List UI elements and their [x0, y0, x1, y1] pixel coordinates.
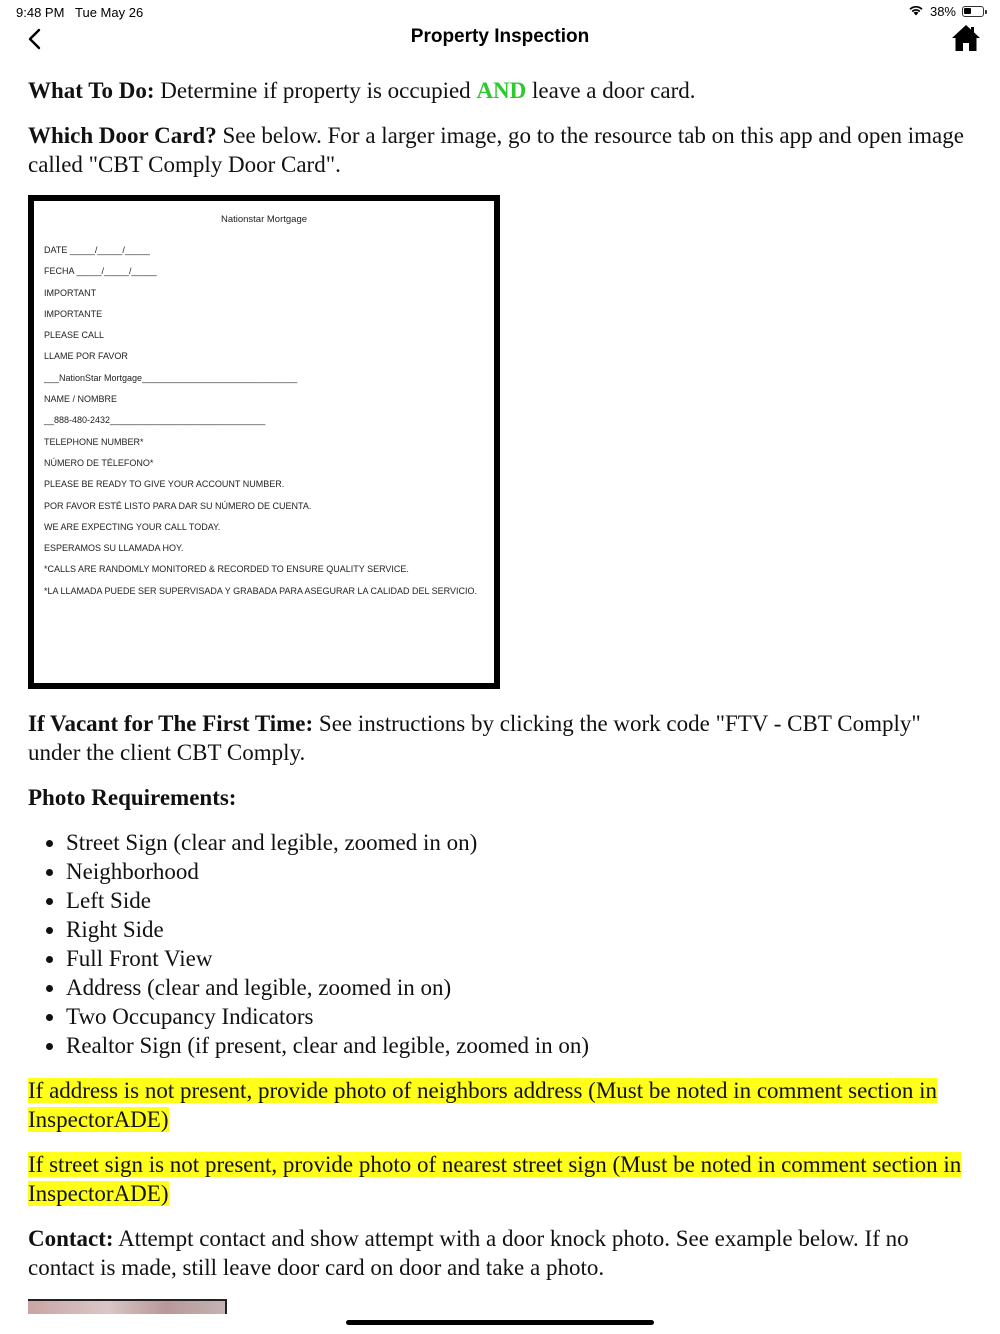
photo-requirements-label: Photo Requirements:: [28, 785, 237, 810]
wifi-icon: [908, 4, 924, 19]
door-card-line: *LA LLAMADA PUEDE SER SUPERVISADA Y GRABADA PARA ASEGURAR LA CALIDAD DEL SERVICIO.: [44, 585, 478, 596]
street-sign-note: If street sign is not present, provide photo of nearest street sign (Must be noted in comment section in InspectorADE): [28, 1152, 962, 1206]
photo-requirement-item: • Address (clear and legible, zoomed in on): [66, 973, 968, 1002]
door-card-line: NAME / NOMBRE: [44, 394, 118, 405]
vacant-paragraph: [28, 709, 968, 767]
photo-requirement-item: • Left Side: [66, 886, 968, 915]
navigation-bar: [0, 22, 1000, 56]
door-card-line: WE ARE EXPECTING YOUR CALL TODAY.: [44, 521, 221, 532]
door-card-line: DATE _____/_____/_____: [44, 245, 150, 255]
door-card-line: PLEASE BE READY TO GIVE YOUR ACCOUNT NUMBER.: [44, 479, 285, 490]
door-card-line: IMPORTANTE: [44, 308, 103, 319]
photo-requirement-item: • Realtor Sign (if present, clear and legible, zoomed in on): [66, 1031, 968, 1060]
what-to-do-emphasis: AND: [476, 78, 527, 103]
door-card-line: FECHA _____/_____/_____: [44, 266, 157, 277]
battery-percent: 38%: [929, 4, 956, 19]
which-door-card-paragraph: [28, 121, 968, 179]
door-card-heading: Nationstar Mortgage: [220, 214, 308, 225]
which-door-card-text: See below. For a larger image, go to the resource tab on this app and open image called "CBT Comply Door Card".: [28, 123, 964, 177]
home-indicator[interactable]: [346, 1320, 654, 1325]
vacant-label: If Vacant for The First Time:: [28, 711, 314, 736]
what-to-do-paragraph: [28, 76, 968, 105]
address-note-paragraph: [28, 1076, 968, 1134]
photo-requirements-list: [28, 828, 968, 1060]
photo-requirement-item: • Two Occupancy Indicators: [66, 1002, 968, 1031]
door-card-line: TELEPHONE NUMBER*: [44, 436, 144, 447]
photo-requirement-item: • Street Sign (clear and legible, zoomed in on): [66, 828, 968, 857]
street-sign-note-paragraph: [28, 1150, 968, 1208]
door-card-lines: [44, 245, 477, 607]
door-card-line: LLAME POR FAVOR: [44, 351, 128, 362]
contact-label: Contact:: [28, 1226, 114, 1251]
door-card-line: NÚMERO DE TÉLEFONO*: [44, 457, 154, 468]
status-clock: 9:48 PM: [16, 5, 65, 20]
door-card-line: *CALLS ARE RANDOMLY MONITORED & RECORDED TO ENSURE QUALITY SERVICE.: [44, 564, 409, 575]
door-knock-example-photo: [28, 1299, 227, 1315]
instructions-content: [28, 76, 968, 1298]
status-time: [16, 5, 143, 20]
photo-requirement-item: • Neighborhood: [66, 857, 968, 886]
home-button[interactable]: [950, 22, 982, 54]
what-to-do-text: Determine if property is occupied: [154, 78, 477, 103]
battery-icon: [962, 6, 984, 17]
photo-requirement-item: • Right Side: [66, 915, 968, 944]
photo-requirement-item: • Full Front View: [66, 944, 968, 973]
photo-requirements-heading: [28, 783, 968, 812]
home-icon: [950, 22, 982, 54]
page-title: Property Inspection: [410, 26, 590, 47]
door-card-line: __888-480-2432_______________________________: [44, 415, 266, 426]
door-card-line: IMPORTANT: [44, 287, 97, 298]
door-card-line: ESPERAMOS SU LLAMADA HOY.: [44, 543, 184, 554]
what-to-do-label: What To Do:: [28, 78, 155, 103]
which-door-card-label: Which Door Card?: [28, 123, 217, 148]
door-card-image: [28, 195, 500, 689]
status-indicators: [908, 4, 984, 19]
address-note: If address is not present, provide photo of neighbors address (Must be noted in comment section in InspectorADE): [28, 1078, 937, 1132]
battery-fill: [964, 8, 971, 14]
door-card-line: POR FAVOR ESTÉ LISTO PARA DAR SU NÚMERO DE CUENTA.: [44, 500, 312, 511]
door-card-line: ___NationStar Mortgage_______________________________: [44, 372, 298, 383]
door-card-line: PLEASE CALL: [44, 330, 105, 341]
status-date: Tue May 26: [75, 5, 144, 20]
what-to-do-text-end: leave a door card.: [526, 78, 696, 103]
contact-paragraph: [28, 1224, 968, 1282]
vacant-text: See instructions by clicking the work code "FTV - CBT Comply" under the client CBT Comply.: [28, 711, 921, 765]
status-bar: [0, 0, 1000, 24]
contact-text: Attempt contact and show attempt with a door knock photo. See example below. If no contact is made, still leave door card on door and take a photo.: [28, 1226, 909, 1280]
